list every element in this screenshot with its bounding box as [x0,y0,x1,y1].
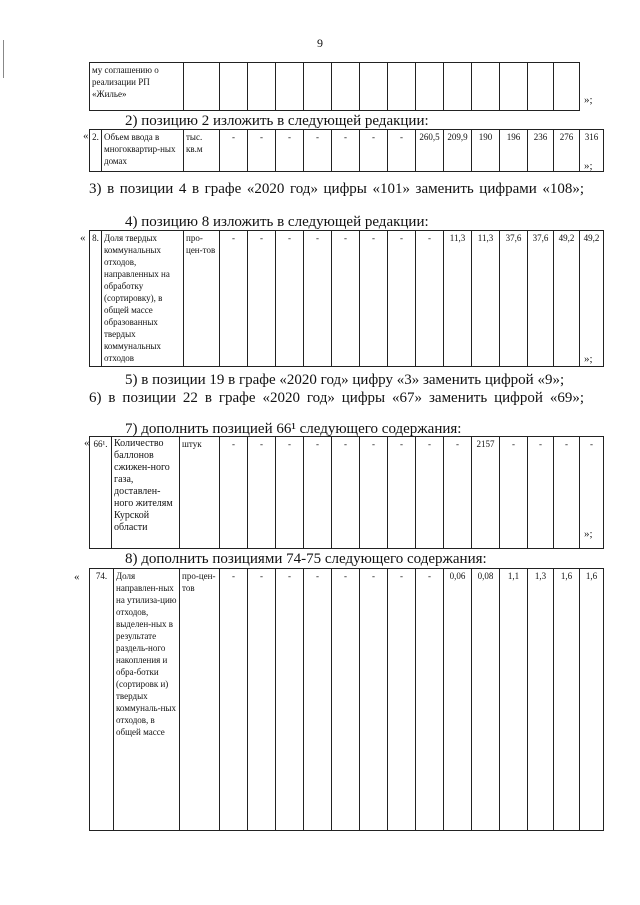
position-number: 8. [90,231,102,367]
unit-cell: про-цен-тов [180,569,220,831]
value-cell: 11,3 [472,231,500,367]
value-cell: - [304,231,332,367]
value-cell: 209,9 [444,130,472,172]
value-cell: - [580,437,604,549]
value-cell: - [304,130,332,172]
value-cell: - [388,130,416,172]
row-name-cell: му соглашению о реализации РП «Жилье» [90,63,184,111]
value-cell: - [248,130,276,172]
indicator-name: Количество баллонов сжижен-ного газа, доставлен-ного жителям Курской области [112,437,180,549]
indicator-name: Доля твердых коммунальных отходов, направленных на обработку (сортировку), в общей массе образованных твердых коммунальных отходов [102,231,184,367]
paragraph-5: 5) в позиции 19 в графе «2020 год» цифру «3» заменить цифрой «9»; [125,372,565,388]
value-cell: - [304,437,332,549]
paragraph-6: 6) в позиции 22 в графе «2020 год» цифры «67» заменить цифрой «69»; [89,390,584,406]
value-cell [276,63,304,111]
value-cell: - [360,569,388,831]
table-position-2 [89,129,604,172]
value-cell [500,63,528,111]
value-cell [248,63,276,111]
value-cell: 260,5 [416,130,444,172]
value-cell [360,63,388,111]
table-continuation [89,62,604,111]
value-cell: 1,6 [554,569,580,831]
position-number: 74. [90,569,114,831]
indicator-name: Доля направлен-ных на утилиза-цию отходов, выделен-ных в результате раздель-ного накопления и обра-ботки (сортировк и) твердых коммуналь-ных отходов, в общей массе [114,569,180,831]
table-position-74 [89,568,604,831]
indicator-name: Объем ввода в многоквартир-ных домах [102,130,184,172]
value-cell: 316 [580,130,604,172]
value-cell: 0,08 [472,569,500,831]
value-cell [388,63,416,111]
value-cell: - [276,569,304,831]
value-cell: - [220,231,248,367]
value-cell: 49,2 [554,231,580,367]
table-position-66-1 [89,436,604,549]
value-cell: - [500,437,528,549]
value-cell: - [304,569,332,831]
value-cell [554,63,580,111]
table-position-8 [89,230,604,367]
value-cell: - [248,437,276,549]
value-cell [184,63,220,111]
value-cell: - [528,437,554,549]
value-cell [220,63,248,111]
value-cell: 276 [554,130,580,172]
value-cell: - [388,231,416,367]
value-cell: 196 [500,130,528,172]
value-cell: 49,2 [580,231,604,367]
value-cell: - [276,130,304,172]
value-cell [332,63,360,111]
value-cell: 37,6 [500,231,528,367]
value-cell: 190 [472,130,500,172]
value-cell: 2157 [472,437,500,549]
opening-quote: « [74,571,80,583]
unit-cell: тыс. кв.м [184,130,220,172]
value-cell: - [248,569,276,831]
value-cell [528,63,554,111]
value-cell: - [388,437,416,549]
closing-quote: »; [584,528,593,540]
value-cell [444,63,472,111]
value-cell: - [388,569,416,831]
unit-cell: штук [180,437,220,549]
value-cell: - [276,437,304,549]
value-cell [304,63,332,111]
opening-quote: « [84,437,90,449]
value-cell: - [276,231,304,367]
value-cell [416,63,444,111]
value-cell: - [444,437,472,549]
opening-quote: « [80,232,86,244]
value-cell: 11,3 [444,231,472,367]
value-cell: - [360,231,388,367]
position-number: 2. [90,130,102,172]
paragraph-3: 3) в позиции 4 в графе «2020 год» цифры «101» заменить цифрами «108»; [89,181,584,197]
closing-quote: »; [584,353,593,365]
value-cell: 0,06 [444,569,472,831]
value-cell: - [554,437,580,549]
value-cell: 1,6 [580,569,604,831]
value-cell: - [220,130,248,172]
value-cell [472,63,500,111]
value-cell: 1,1 [500,569,528,831]
value-cell: - [360,130,388,172]
value-cell: - [220,437,248,549]
unit-cell: про-цен-тов [184,231,220,367]
value-cell: 236 [528,130,554,172]
value-cell: - [416,231,444,367]
value-cell: - [220,569,248,831]
value-cell: 37,6 [528,231,554,367]
scan-margin-mark [3,40,4,78]
paragraph-2: 2) позицию 2 изложить в следующей редакции: [125,113,429,129]
page-number: 9 [317,36,323,50]
value-cell: 1,3 [528,569,554,831]
value-cell: - [416,569,444,831]
opening-quote: « [83,130,89,142]
value-cell: - [360,437,388,549]
value-cell: - [332,569,360,831]
value-cell: - [332,130,360,172]
value-cell: - [416,437,444,549]
value-cell: - [332,437,360,549]
closing-quote: »; [584,94,593,106]
value-cell: - [332,231,360,367]
paragraph-8: 8) дополнить позициями 74-75 следующего содержания: [125,551,487,567]
position-number: 66¹. [90,437,112,549]
closing-quote: »; [584,160,593,172]
paragraph-4: 4) позицию 8 изложить в следующей редакции: [125,214,429,230]
paragraph-7: 7) дополнить позицией 66¹ следующего содержания: [125,421,462,437]
value-cell: - [248,231,276,367]
